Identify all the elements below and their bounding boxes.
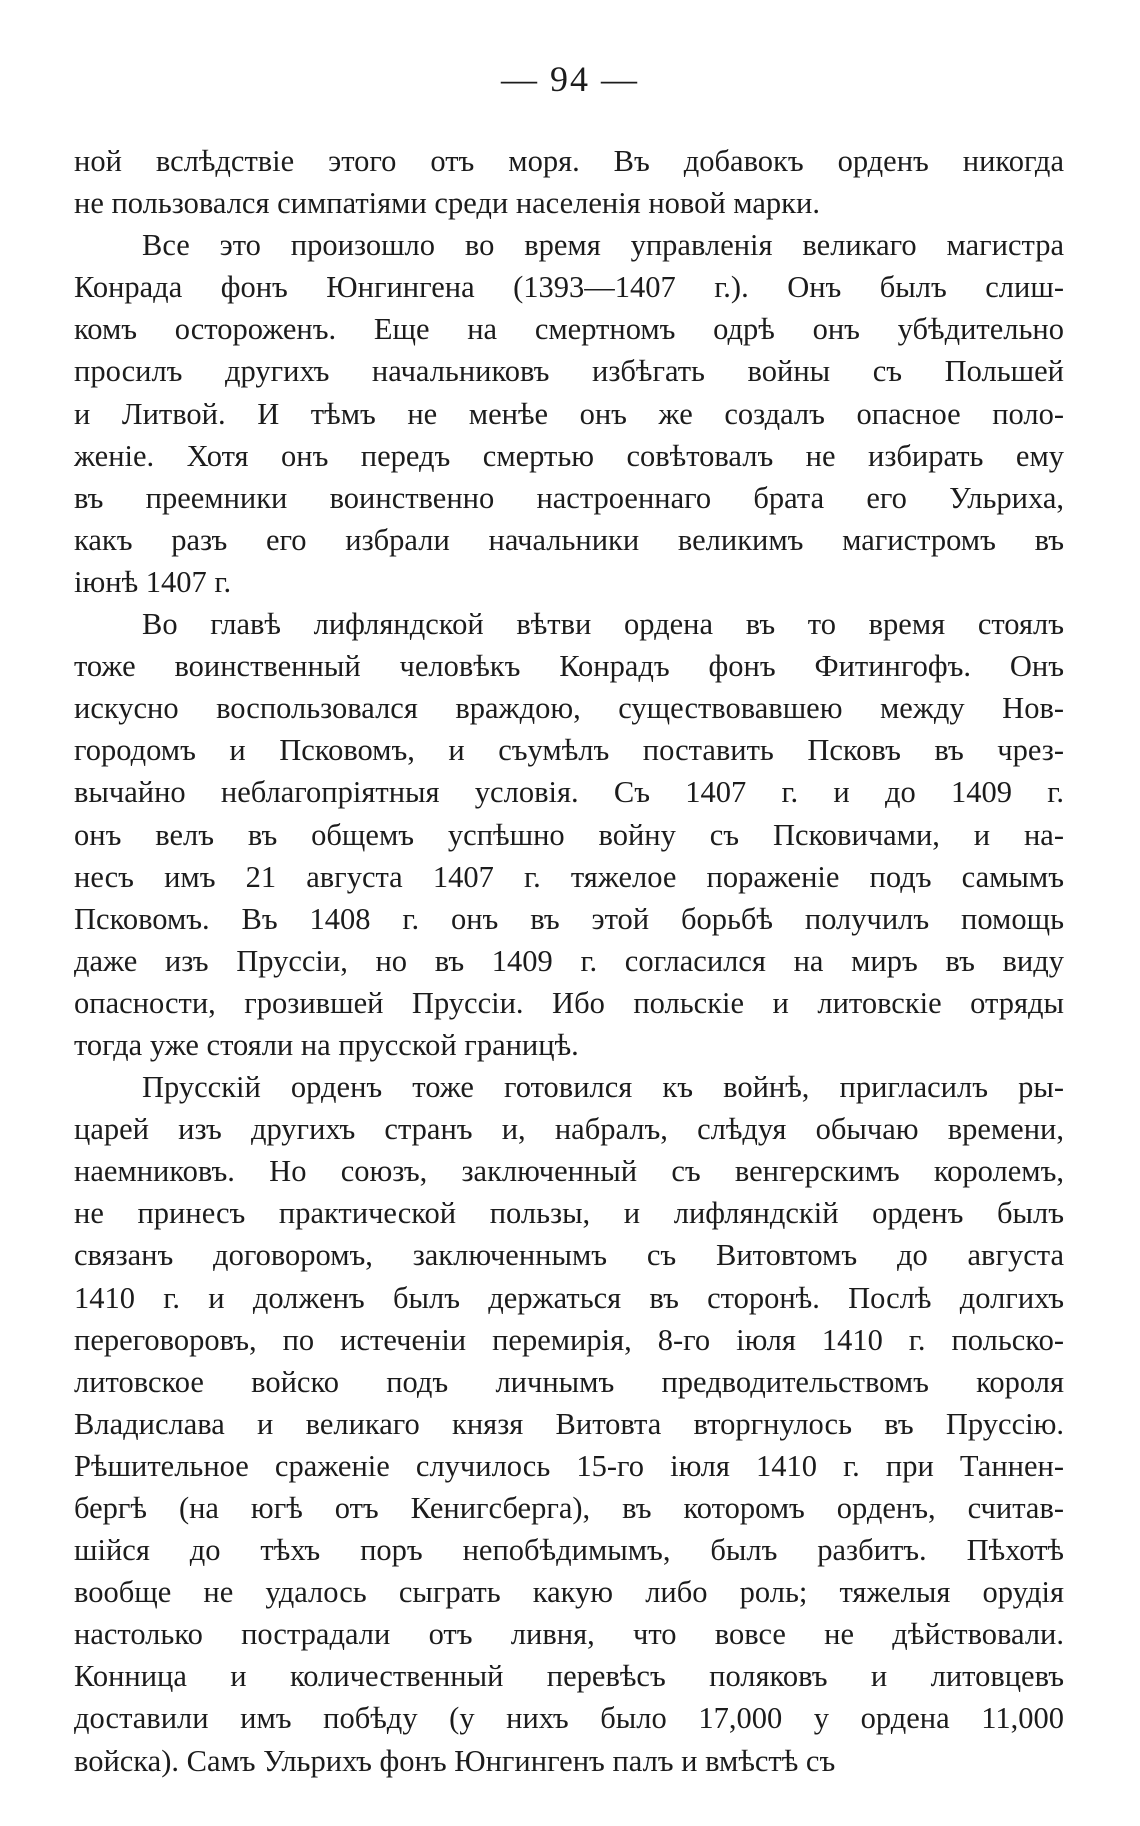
paragraph bbox=[74, 603, 1064, 1066]
text-line: Прусскій орденъ тоже готовился къ войнѣ, пригласилъ ры- bbox=[142, 1070, 1064, 1105]
text-line: несъ имъ 21 августа 1407 г. тяжелое пораженіе подъ самымъ bbox=[74, 859, 1064, 894]
text-line: искусно воспользовался враждою, существовавшею между Нов- bbox=[74, 691, 1064, 726]
text-line: тогда уже стояли на прусской границѣ. bbox=[74, 1027, 579, 1062]
paragraph bbox=[74, 1066, 1064, 1782]
text-line: городомъ и Псковомъ, и съумѣлъ поставить Псковъ въ чрез- bbox=[74, 733, 1064, 768]
text-line: опасности, грозившей Пруссіи. Ибо польскіе и литовскіе отряды bbox=[74, 985, 1064, 1020]
text-line: въ преемники воинственно настроеннаго брата его Ульриха, bbox=[74, 480, 1064, 515]
paragraph bbox=[74, 224, 1064, 603]
text-line: онъ велъ въ общемъ успѣшно войну съ Псковичами, и на- bbox=[74, 817, 1064, 852]
text-line: іюнѣ 1407 г. bbox=[74, 564, 232, 599]
text-line: даже изъ Пруссіи, но въ 1409 г. согласился на миръ въ виду bbox=[74, 943, 1064, 978]
text-line: Рѣшительное сраженіе случилось 15-го іюля 1410 г. при Таннен- bbox=[74, 1448, 1064, 1483]
text-line: вообще не удалось сыграть какую либо роль; тяжелыя орудія bbox=[74, 1575, 1064, 1610]
text-line: доставили имъ побѣду (у нихъ было 17,000 у ордена 11,000 bbox=[74, 1701, 1064, 1736]
text-line: литовское войско подъ личнымъ предводительствомъ короля bbox=[74, 1364, 1064, 1399]
text-line: Владислава и великаго князя Витовта вторгнулось въ Пруссію. bbox=[74, 1406, 1064, 1441]
text-line: шійся до тѣхъ поръ непобѣдимымъ, былъ разбитъ. Пѣхотѣ bbox=[74, 1533, 1064, 1568]
text-line: Во главѣ лифляндской вѣтви ордена въ то время стоялъ bbox=[142, 607, 1064, 642]
text-line: тоже воинственный человѣкъ Конрадъ фонъ Фитингофъ. Онъ bbox=[74, 649, 1064, 684]
text-line: не принесъ практической пользы, и лифляндскій орденъ былъ bbox=[74, 1196, 1064, 1231]
text-line: настолько пострадали отъ ливня, что вовсе не дѣйствовали. bbox=[74, 1617, 1064, 1652]
text-line: ной вслѣдствіе этого отъ моря. Въ добавокъ орденъ никогда bbox=[74, 144, 1064, 178]
text-line: вычайно неблагопріятныя условія. Съ 1407 г. и до 1409 г. bbox=[74, 775, 1064, 810]
text-line: Псковомъ. Въ 1408 г. онъ въ этой борьбѣ получилъ помощь bbox=[74, 901, 1064, 936]
text-line: царей изъ другихъ странъ и, набралъ, слѣдуя обычаю времени, bbox=[74, 1112, 1064, 1147]
text-line: 1410 г. и долженъ былъ держаться въ сторонѣ. Послѣ долгихъ bbox=[74, 1280, 1064, 1315]
text-line: Все это произошло во время управленія великаго магистра bbox=[142, 228, 1064, 263]
text-line: Конрада фонъ Юнгингена (1393—1407 г.). Онъ былъ слиш- bbox=[74, 270, 1064, 305]
text-line: наемниковъ. Но союзъ, заключенный съ венгерскимъ королемъ, bbox=[74, 1154, 1064, 1189]
text-line: Конница и количественный перевѣсъ поляковъ и литовцевъ bbox=[74, 1659, 1064, 1694]
page-body-text bbox=[74, 140, 1064, 1782]
text-line: переговоровъ, по истеченіи перемирія, 8-го іюля 1410 г. польско- bbox=[74, 1322, 1064, 1357]
text-line: не пользовался симпатіями среди населенія новой марки. bbox=[74, 186, 820, 221]
text-line: какъ разъ его избрали начальники великимъ магистромъ въ bbox=[74, 522, 1064, 557]
text-line: просилъ другихъ начальниковъ избѣгать войны съ Польшей bbox=[74, 354, 1064, 389]
text-line: связанъ договоромъ, заключеннымъ съ Витовтомъ до августа bbox=[74, 1238, 1064, 1273]
text-line: женіе. Хотя онъ передъ смертью совѣтовалъ не избирать ему bbox=[74, 438, 1064, 473]
text-line: комъ остороженъ. Еще на смертномъ одрѣ онъ убѣдительно bbox=[74, 312, 1064, 347]
text-line: и Литвой. И тѣмъ не менѣе онъ же создалъ опасное поло- bbox=[74, 396, 1064, 431]
text-line: бергѣ (на югѣ отъ Кенигсберга), въ которомъ орденъ, считав- bbox=[74, 1491, 1064, 1525]
page-number: — 94 — bbox=[501, 59, 639, 99]
text-line: войска). Самъ Ульрихъ фонъ Юнгингенъ палъ и вмѣстѣ съ bbox=[74, 1743, 836, 1778]
paragraph bbox=[74, 140, 1064, 224]
